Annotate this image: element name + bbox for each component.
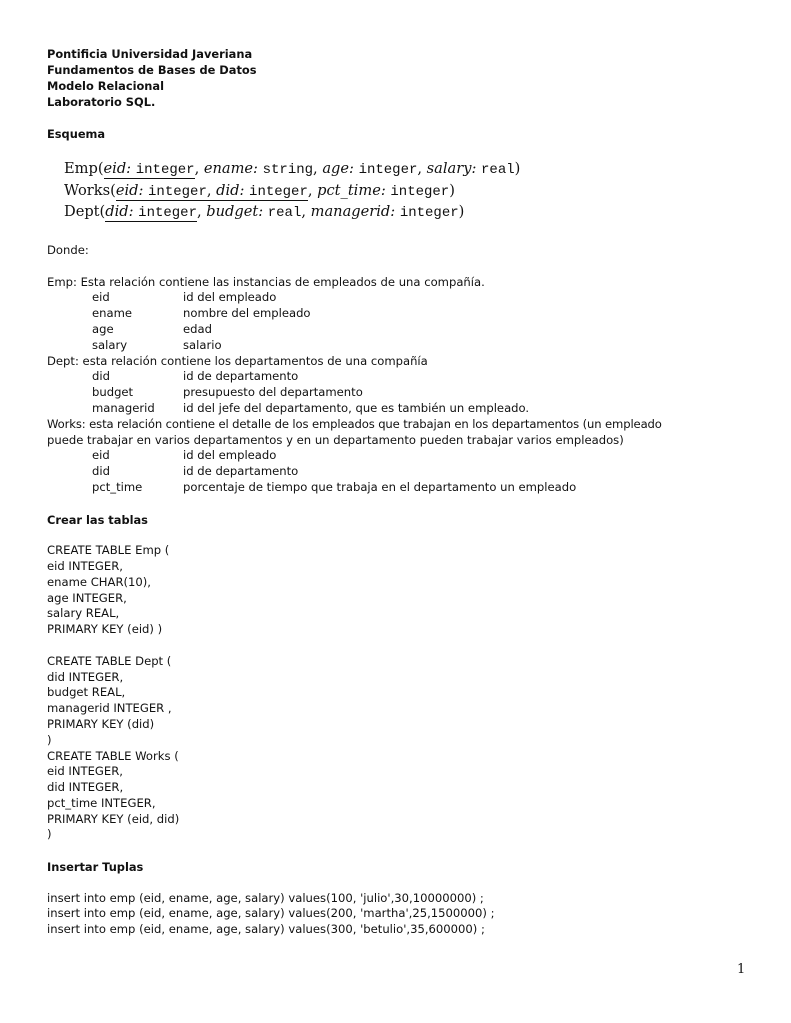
code-line: insert into emp (eid, ename, age, salary) values(100, 'julio',30,10000000) ; — [47, 890, 484, 905]
schema-dept: Dept(did: integer, budget: real, managerid: integer) — [64, 203, 465, 221]
code-line: eid INTEGER, — [47, 764, 123, 779]
relational-schema — [64, 159, 520, 224]
create-dept-works-block — [47, 654, 747, 844]
code-line: CREATE TABLE Emp ( — [47, 543, 170, 558]
works-description-line-2: puede trabajar en varios departamentos y en un departamento pueden trabajar varios empleados) — [47, 432, 624, 447]
code-line: age INTEGER, — [47, 590, 127, 605]
code-line: salary REAL, — [47, 606, 120, 621]
code-line: PRIMARY KEY (eid) ) — [47, 622, 163, 637]
document-body — [47, 243, 747, 938]
code-line: CREATE TABLE Dept ( — [47, 653, 172, 668]
definition-row: managerid id del jefe del departamento, que es también un empleado. — [92, 400, 530, 415]
code-line: managerid INTEGER , — [47, 701, 172, 716]
section-title-insertar: Insertar Tuplas — [47, 860, 144, 875]
section-title-esquema: Esquema — [47, 127, 106, 141]
code-line: did INTEGER, — [47, 669, 124, 684]
definition-row: eid id del empleado — [92, 290, 277, 305]
schema-emp: Emp(eid: integer, ename: string, age: integer, salary: real) — [64, 160, 521, 178]
code-line: PRIMARY KEY (eid, did) — [47, 811, 180, 826]
works-description-line-1: Works: esta relación contiene el detalle de los empleados que trabajan en los departamentos (un empleado — [47, 416, 662, 431]
definition-row: pct_time porcentaje de tiempo que trabaja en el departamento un empleado — [92, 479, 577, 494]
definition-row: age edad — [92, 321, 212, 336]
donde-label: Donde: — [47, 243, 89, 257]
dept-description: Dept: esta relación contiene los departamentos de una compañía — [47, 353, 428, 368]
code-line: CREATE TABLE Works ( — [47, 748, 179, 763]
page-number: 1 — [737, 962, 746, 977]
code-line: ) — [47, 732, 52, 747]
header-university: Pontificia Universidad Javeriana — [47, 47, 253, 61]
definition-row: did id de departamento — [92, 464, 299, 479]
definition-row: eid id del empleado — [92, 448, 277, 463]
code-line: ) — [47, 827, 52, 842]
header-topic: Modelo Relacional — [47, 79, 165, 93]
header-lab: Laboratorio SQL. — [47, 95, 156, 109]
schema-works: Works(eid: integer, did: integer, pct_time: integer) — [64, 181, 455, 200]
code-line: ename CHAR(10), — [47, 574, 151, 589]
definition-row: ename nombre del empleado — [92, 306, 311, 321]
emp-description: Emp: Esta relación contiene las instancias de empleados de una compañía. — [47, 274, 485, 289]
section-title-crear: Crear las tablas — [47, 512, 148, 527]
code-line: did INTEGER, — [47, 780, 124, 795]
code-line: PRIMARY KEY (did) — [47, 716, 155, 731]
definition-row: salary salario — [92, 337, 222, 352]
code-line: eid INTEGER, — [47, 558, 123, 573]
insert-block — [47, 891, 747, 938]
create-emp-block — [47, 543, 747, 638]
code-line: insert into emp (eid, ename, age, salary) values(300, 'betulio',35,600000) ; — [47, 922, 485, 937]
definition-row: did id de departamento — [92, 369, 299, 384]
document-header — [47, 46, 257, 110]
code-line: budget REAL, — [47, 685, 126, 700]
code-line: insert into emp (eid, ename, age, salary) values(200, 'martha',25,1500000) ; — [47, 906, 495, 921]
code-line: pct_time INTEGER, — [47, 795, 156, 810]
header-course: Fundamentos de Bases de Datos — [47, 63, 257, 77]
definition-row: budget presupuesto del departamento — [92, 385, 363, 400]
